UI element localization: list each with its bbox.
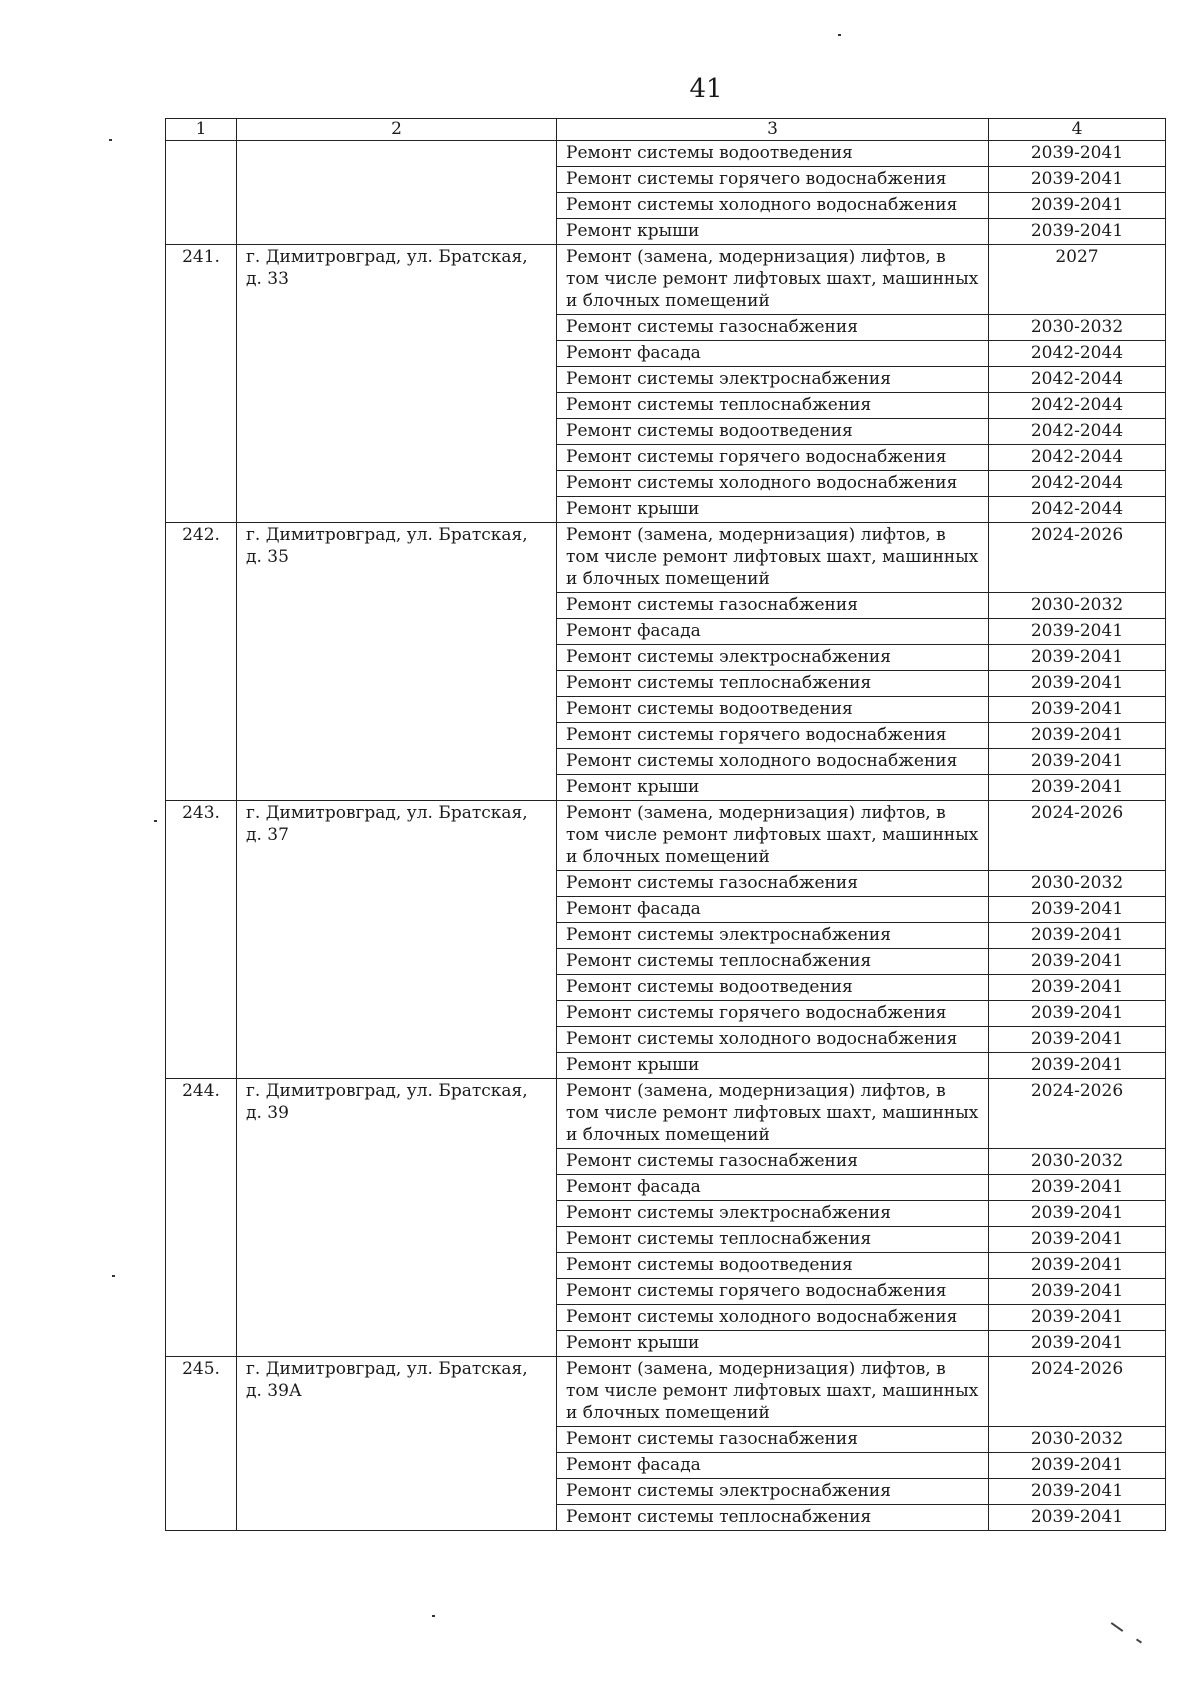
period-cell: 2042-2044 bbox=[989, 419, 1166, 445]
work-cell: Ремонт системы холодного водоснабжения bbox=[557, 193, 989, 219]
address-cell: г. Димитровград, ул. Братская, д. 37 bbox=[237, 801, 557, 1079]
work-cell: Ремонт фасада bbox=[557, 341, 989, 367]
work-cell: Ремонт фасада bbox=[557, 619, 989, 645]
period-cell: 2039-2041 bbox=[989, 1001, 1166, 1027]
period-cell: 2039-2041 bbox=[989, 775, 1166, 801]
scan-speck bbox=[838, 34, 841, 36]
work-cell: Ремонт системы электроснабжения bbox=[557, 1201, 989, 1227]
work-cell: Ремонт (замена, модернизация) лифтов, в том числе ремонт лифтовых шахт, машинных и блочных помещений bbox=[557, 245, 989, 315]
period-cell: 2039-2041 bbox=[989, 897, 1166, 923]
period-cell: 2024-2026 bbox=[989, 523, 1166, 593]
period-cell: 2039-2041 bbox=[989, 1479, 1166, 1505]
scan-speck bbox=[154, 820, 157, 822]
period-cell: 2039-2041 bbox=[989, 193, 1166, 219]
period-cell: 2039-2041 bbox=[989, 1253, 1166, 1279]
work-cell: Ремонт системы холодного водоснабжения bbox=[557, 471, 989, 497]
period-cell: 2030-2032 bbox=[989, 315, 1166, 341]
work-cell: Ремонт системы газоснабжения bbox=[557, 1149, 989, 1175]
table-header-row bbox=[166, 119, 1166, 141]
period-cell: 2039-2041 bbox=[989, 1027, 1166, 1053]
table-row bbox=[166, 1079, 1166, 1149]
address-cell: г. Димитровград, ул. Братская, д. 39А bbox=[237, 1357, 557, 1531]
work-cell: Ремонт системы теплоснабжения bbox=[557, 949, 989, 975]
period-cell: 2039-2041 bbox=[989, 219, 1166, 245]
period-cell: 2039-2041 bbox=[989, 723, 1166, 749]
work-cell: Ремонт системы водоотведения bbox=[557, 141, 989, 167]
work-cell: Ремонт (замена, модернизация) лифтов, в том числе ремонт лифтовых шахт, машинных и блочных помещений bbox=[557, 523, 989, 593]
work-cell: Ремонт системы электроснабжения bbox=[557, 1479, 989, 1505]
address-cell: г. Димитровград, ул. Братская, д. 35 bbox=[237, 523, 557, 801]
address-cell: г. Димитровград, ул. Братская, д. 39 bbox=[237, 1079, 557, 1357]
work-cell: Ремонт системы горячего водоснабжения bbox=[557, 723, 989, 749]
work-cell: Ремонт системы теплоснабжения bbox=[557, 393, 989, 419]
period-cell: 2030-2032 bbox=[989, 593, 1166, 619]
work-cell: Ремонт системы водоотведения bbox=[557, 975, 989, 1001]
period-cell: 2030-2032 bbox=[989, 1427, 1166, 1453]
work-cell: Ремонт системы газоснабжения bbox=[557, 315, 989, 341]
work-cell: Ремонт (замена, модернизация) лифтов, в том числе ремонт лифтовых шахт, машинных и блочных помещений bbox=[557, 801, 989, 871]
number-cell: 241. bbox=[166, 245, 237, 523]
scan-speck bbox=[432, 1615, 435, 1617]
number-cell bbox=[166, 141, 237, 245]
table-row bbox=[166, 141, 1166, 167]
period-cell: 2039-2041 bbox=[989, 749, 1166, 775]
work-cell: Ремонт системы горячего водоснабжения bbox=[557, 1001, 989, 1027]
work-cell: Ремонт (замена, модернизация) лифтов, в том числе ремонт лифтовых шахт, машинных и блочных помещений bbox=[557, 1079, 989, 1149]
header-cell-1: 1 bbox=[166, 119, 237, 141]
period-cell: 2042-2044 bbox=[989, 393, 1166, 419]
work-cell: Ремонт системы газоснабжения bbox=[557, 1427, 989, 1453]
work-cell: Ремонт системы теплоснабжения bbox=[557, 1505, 989, 1531]
period-cell: 2024-2026 bbox=[989, 1357, 1166, 1427]
work-cell: Ремонт системы электроснабжения bbox=[557, 367, 989, 393]
period-cell: 2039-2041 bbox=[989, 697, 1166, 723]
table-row bbox=[166, 245, 1166, 315]
work-cell: Ремонт системы теплоснабжения bbox=[557, 671, 989, 697]
period-cell: 2039-2041 bbox=[989, 645, 1166, 671]
number-cell: 243. bbox=[166, 801, 237, 1079]
number-cell: 242. bbox=[166, 523, 237, 801]
period-cell: 2039-2041 bbox=[989, 671, 1166, 697]
work-cell: Ремонт фасада bbox=[557, 1175, 989, 1201]
scan-mark bbox=[1136, 1638, 1142, 1643]
header-cell-2: 2 bbox=[237, 119, 557, 141]
work-cell: Ремонт системы горячего водоснабжения bbox=[557, 1279, 989, 1305]
period-cell: 2042-2044 bbox=[989, 367, 1166, 393]
period-cell: 2039-2041 bbox=[989, 1053, 1166, 1079]
work-cell: Ремонт системы холодного водоснабжения bbox=[557, 1305, 989, 1331]
work-cell: Ремонт системы газоснабжения bbox=[557, 593, 989, 619]
period-cell: 2039-2041 bbox=[989, 1305, 1166, 1331]
work-cell: Ремонт системы водоотведения bbox=[557, 697, 989, 723]
work-cell: Ремонт системы электроснабжения bbox=[557, 645, 989, 671]
period-cell: 2042-2044 bbox=[989, 341, 1166, 367]
work-cell: Ремонт системы газоснабжения bbox=[557, 871, 989, 897]
scan-mark bbox=[1111, 1622, 1124, 1632]
period-cell: 2042-2044 bbox=[989, 445, 1166, 471]
work-cell: Ремонт фасада bbox=[557, 897, 989, 923]
period-cell: 2039-2041 bbox=[989, 1453, 1166, 1479]
period-cell: 2039-2041 bbox=[989, 1505, 1166, 1531]
period-cell: 2042-2044 bbox=[989, 497, 1166, 523]
header-cell-4: 4 bbox=[989, 119, 1166, 141]
work-cell: Ремонт крыши bbox=[557, 219, 989, 245]
period-cell: 2039-2041 bbox=[989, 1201, 1166, 1227]
period-cell: 2039-2041 bbox=[989, 1175, 1166, 1201]
work-cell: Ремонт крыши bbox=[557, 1053, 989, 1079]
repair-schedule-table bbox=[165, 118, 1166, 1531]
work-cell: Ремонт крыши bbox=[557, 775, 989, 801]
work-cell: Ремонт системы электроснабжения bbox=[557, 923, 989, 949]
address-cell bbox=[237, 141, 557, 245]
period-cell: 2039-2041 bbox=[989, 975, 1166, 1001]
table-row bbox=[166, 1357, 1166, 1427]
work-cell: Ремонт системы холодного водоснабжения bbox=[557, 749, 989, 775]
work-cell: Ремонт крыши bbox=[557, 497, 989, 523]
work-cell: Ремонт крыши bbox=[557, 1331, 989, 1357]
header-cell-3: 3 bbox=[557, 119, 989, 141]
work-cell: Ремонт системы водоотведения bbox=[557, 1253, 989, 1279]
scan-speck bbox=[112, 1275, 115, 1277]
work-cell: Ремонт (замена, модернизация) лифтов, в том числе ремонт лифтовых шахт, машинных и блочных помещений bbox=[557, 1357, 989, 1427]
work-cell: Ремонт системы холодного водоснабжения bbox=[557, 1027, 989, 1053]
period-cell: 2030-2032 bbox=[989, 1149, 1166, 1175]
period-cell: 2027 bbox=[989, 245, 1166, 315]
table-row bbox=[166, 801, 1166, 871]
period-cell: 2039-2041 bbox=[989, 1279, 1166, 1305]
number-cell: 244. bbox=[166, 1079, 237, 1357]
period-cell: 2039-2041 bbox=[989, 167, 1166, 193]
period-cell: 2030-2032 bbox=[989, 871, 1166, 897]
period-cell: 2024-2026 bbox=[989, 1079, 1166, 1149]
period-cell: 2024-2026 bbox=[989, 801, 1166, 871]
work-cell: Ремонт системы горячего водоснабжения bbox=[557, 445, 989, 471]
work-cell: Ремонт системы теплоснабжения bbox=[557, 1227, 989, 1253]
work-cell: Ремонт системы водоотведения bbox=[557, 419, 989, 445]
address-cell: г. Димитровград, ул. Братская, д. 33 bbox=[237, 245, 557, 523]
table-row bbox=[166, 523, 1166, 593]
period-cell: 2042-2044 bbox=[989, 471, 1166, 497]
period-cell: 2039-2041 bbox=[989, 949, 1166, 975]
scan-speck bbox=[109, 139, 112, 141]
period-cell: 2039-2041 bbox=[989, 1227, 1166, 1253]
period-cell: 2039-2041 bbox=[989, 141, 1166, 167]
period-cell: 2039-2041 bbox=[989, 1331, 1166, 1357]
work-cell: Ремонт фасада bbox=[557, 1453, 989, 1479]
page-number: 41 bbox=[689, 74, 723, 104]
work-cell: Ремонт системы горячего водоснабжения bbox=[557, 167, 989, 193]
period-cell: 2039-2041 bbox=[989, 923, 1166, 949]
number-cell: 245. bbox=[166, 1357, 237, 1531]
period-cell: 2039-2041 bbox=[989, 619, 1166, 645]
